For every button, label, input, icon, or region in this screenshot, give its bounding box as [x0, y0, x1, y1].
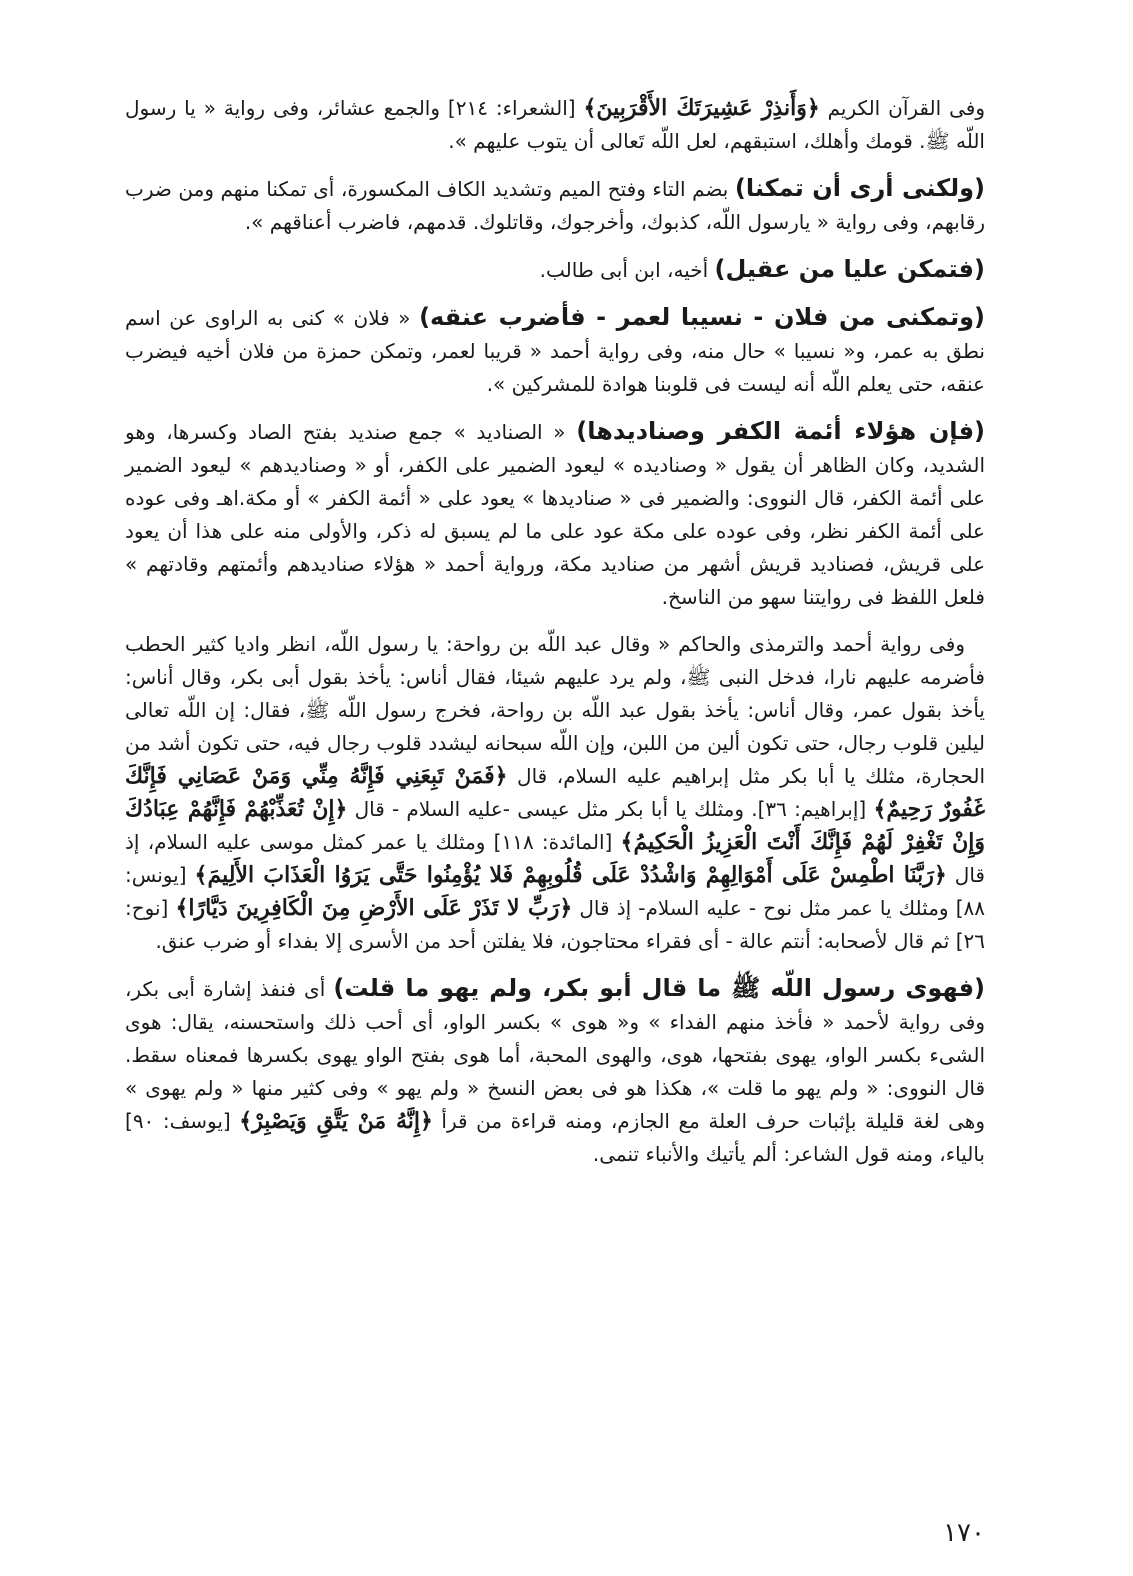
page-body	[125, 92, 985, 1185]
page-number: ١٧٠	[943, 1518, 985, 1548]
paragraph-text: [يونس: ٨٨] ومثلك يا عمر مثل نوح - عليه السلام- إذ قال	[125, 863, 985, 920]
paragraph-lead: (فإن هؤلاء أئمة الكفر وصناديدها)	[576, 417, 985, 445]
paragraph-text: « الصناديد » جمع صنديد بفتح الصاد وكسرها، وهو الشديد، وكان الظاهر أن يقول « وصناديده » ليعود الضمير على الكفر، أو « وصناديدهم » ليعود الضمير على أئمة الكفر، قال النووى: والضمير فى « صناديدها » يعود على « أئمة الكفر » أو مكة.اهـ وفى عوده على أئمة الكفر نظر، وفى عوده على مكة عود على ما لم يسبق له ذكر، والأولى منه على هذا أن يعود على قريش، فصناديد قريش أشهر من صناديد مكة، ورواية أحمد « هؤلاء صناديدهم وأئمتهم وقادتهم » فلعل اللفظ فى روايتنا سهو من الناسخ.	[125, 420, 985, 609]
quran-verse: ﴿إِنْ تُعَذِّبْهُمْ فَإِنَّهُمْ عِبَادُكَ وَإِنْ تَغْفِرْ لَهُمْ فَإِنَّكَ أَنْتَ الْعَزِيزُ الْحَكِيمُ﴾	[125, 796, 985, 855]
quran-verse: ﴿إِنَّهُ مَنْ يَتَّقِ وَيَصْبِرْ﴾	[239, 1108, 433, 1134]
paragraph-text: أخيه، ابن أبى طالب.	[539, 258, 715, 282]
paragraph-text: وفى القرآن الكريم	[819, 96, 985, 120]
paragraph	[125, 628, 985, 958]
paragraph-text: أى فنفذ إشارة أبى بكر، وفى رواية لأحمد « فأخذ منهم الفداء » و« هوى » بكسر الواو، أى أحب ذلك واستحسنه، يقال: هوى الشىء بكسر الواو، يهوى بفتحها، هوى، والهوى المحبة، أما هوى بفتح الواو يهوى بكسرها فمعناه سقط. قال النووى: « ولم يهو ما قلت »، هكذا هو فى بعض النسخ « ولم يهو » وفى كثير منها « ولم يهوى » وهى لغة قليلة بإثبات حرف العلة مع الجازم، ومنه قراءة من قرأ	[125, 977, 985, 1133]
quran-verse: ﴿وَأَنذِرْ عَشِيرَتَكَ الأَقْرَبِينَ﴾	[583, 95, 820, 121]
paragraph	[125, 301, 985, 401]
paragraph-text: [المائدة: ١١٨] ومثلك يا عمر كمثل موسى عليه السلام، إذ قال	[125, 830, 985, 887]
quran-verse: ﴿فَمَنْ تَبِعَنِي فَإِنَّهُ مِنِّي وَمَنْ عَصَانِي فَإِنَّكَ غَفُورٌ رَحِيمٌ﴾	[125, 763, 985, 822]
paragraph-lead: (ولكنى أرى أن تمكنا)	[734, 174, 985, 202]
paragraph-lead: (فهوى رسول اللّه ﷺ ما قال أبو بكر، ولم يهو ما قلت)	[333, 974, 985, 1002]
paragraph-text: [نوح: ٢٦] ثم قال لأصحابه: أنتم عالة - أى فقراء محتاجون، فلا يفلتن أحد من الأسرى إلا بفداء أو ضرب عنق.	[125, 896, 985, 953]
paragraph-text: بضم التاء وفتح الميم وتشديد الكاف المكسورة، أى تمكنا منهم ومن ضرب رقابهم، وفى رواية « يارسول اللّه، كذبوك، وأخرجوك، وقاتلوك. قدمهم، فاضرب أعناقهم ».	[125, 177, 985, 234]
paragraph	[125, 972, 985, 1171]
quran-verse: ﴿رَبِّ لا تَذَرْ عَلَى الأَرْضِ مِنَ الْكَافِرِينَ دَيَّارًا﴾	[175, 895, 573, 921]
paragraph-lead: (وتمكنى من فلان - نسيبا لعمر - فأضرب عنقه)	[419, 303, 985, 331]
paragraph	[125, 253, 985, 287]
quran-verse: ﴿رَبَّنَا اطْمِسْ عَلَى أَمْوَالِهِمْ وَاشْدُدْ عَلَى قُلُوبِهِمْ فَلا يُؤْمِنُوا حَتَّى يَرَوُا الْعَذَابَ الأَلِيمَ﴾	[194, 862, 947, 888]
paragraph-text: [الشعراء: ٢١٤] والجمع عشائر، وفى رواية « يا رسول اللّه ﷺ. قومك وأهلك، استبقهم، لعل اللّه تَعالى أن يتوب عليهم ».	[125, 96, 985, 153]
paragraph-text: [إبراهيم: ٣٦]. ومثلك يا أبا بكر مثل عيسى -عليه السلام - قال	[347, 797, 874, 821]
paragraph-text: وفى رواية أحمد والترمذى والحاكم « وقال عبد اللّه بن رواحة: يا رسول اللّه، انظر واديا كثير الحطب فأضرمه عليهم نارا، فدخل النبى ﷺ، ولم يرد عليهم شيئا، فقال أناس: يأخذ بقول أبى بكر، وقال أناس: يأخذ بقول عمر، وقال أناس: يأخذ بقول عبد اللّه بن رواحة، فخرج رسول اللّه ﷺ، فقال: إن اللّه تعالى ليلين قلوب رجال، حتى تكون ألين من اللبن، وإن اللّه سبحانه ليشدد قلوب رجال فيه، حتى تكون أشد من الحجارة، مثلك يا أبا بكر مثل إبراهيم عليه السلام، قال	[125, 632, 986, 788]
paragraph-text: [يوسف: ٩٠] بالياء، ومنه قول الشاعر: ألم يأتيك والأنباء تنمى.	[125, 1109, 985, 1166]
paragraph	[125, 172, 985, 239]
paragraph-text: « فلان » كنى به الراوى عن اسم نطق به عمر، و« نسيبا » حال منه، وفى رواية أحمد « قريبا لعمر، وتمكن حمزة من فلان أخيه فيضرب عنقه، حتى يعلم اللّه أنه ليست فى قلوبنا هوادة للمشركين ».	[125, 306, 985, 396]
paragraph	[125, 92, 985, 158]
paragraph-lead: (فتمكن عليا من عقيل)	[714, 255, 985, 283]
paragraph	[125, 415, 985, 614]
